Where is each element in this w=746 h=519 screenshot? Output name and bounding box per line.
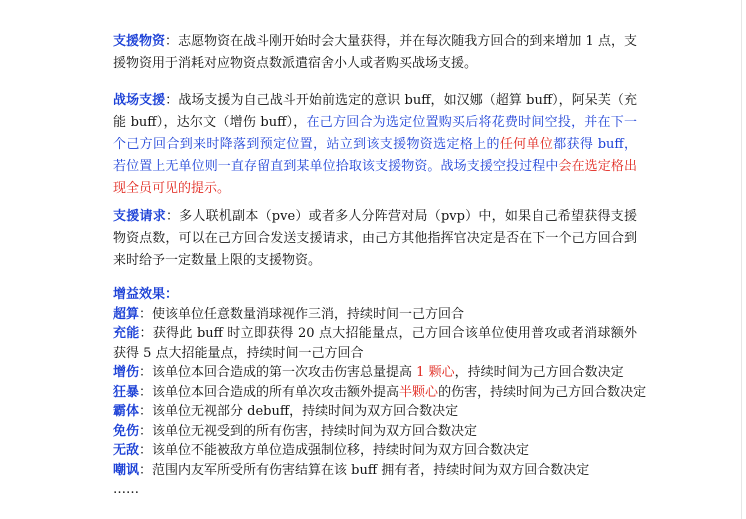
battle-support-process-text: 战场支援空投过程中 (440, 159, 559, 174)
buff-item-charge: 充能：获得此 buff 时立即获得 20 点大招能量点，己方回合该单位使用普攻或者消球额外获得 5 点大招能量点，持续时间一己方回合 (113, 326, 637, 361)
paragraph-support-supplies (113, 31, 637, 75)
buff-item-taunt: 嘲讽：范围内友军所受所有伤害结算在该 buff 拥有者，持续时间为双方回合数决定 (113, 462, 590, 478)
paragraph-support-request (113, 206, 637, 272)
buff-effects-section (113, 285, 647, 500)
battle-support-label: 战场支援 (113, 93, 166, 108)
buff-item-superarmor: 霸体：该单位无视部分 debuff，持续时间为双方回合数决定 (113, 404, 459, 419)
support-supplies-text: 志愿物资在战斗刚开始时会大量获得，并在每次随我方回合的到来增加 1 点，支援物资用于消耗对应物资点数派遣宿舍小人或者购买战场支援。 (113, 34, 637, 71)
battle-support-hint-text: 会在选定格出现全员可见的提示。 (113, 159, 637, 196)
support-request-text: 多人联机副本（pve）或者多人分阵营对局（pvp）中，如果自己希望获得支援物资点数，可以在己方回合发送支援请求，由己方其他指挥官决定是否在下一个己方回合到来时给予一定数量上限的支援物资。 (113, 209, 637, 268)
paragraph-battle-support (113, 90, 637, 200)
support-supplies-label: 支援物资 (113, 34, 166, 49)
page-edge-divider (741, 0, 742, 519)
battle-support-airdrop-text: 在己方回合为选定位置购买后将花费时间空投，并在下一个己方回合到来时降落到预定位置，站立到该支援物资选定格上的 (113, 115, 637, 152)
buff-effects-title: 增益效果： (113, 287, 179, 302)
buff-item-supercompute: 超算：使该单位任意数量消球视作三消，持续时间一己方回合 (113, 306, 465, 322)
buff-item-berserk: 狂暴：该单位本回合造成的所有单次攻击额外提高半颗心的伤害，持续时间为己方回合数决定 (113, 384, 647, 400)
battle-support-any-unit: 任何单位 (499, 137, 554, 152)
buff-item-invincible: 无敌：该单位不能被敌方单位造成强制位移，持续时间为双方回合数决定 (113, 443, 530, 458)
ellipsis: …… (113, 482, 139, 497)
support-request-label: 支援请求 (113, 209, 166, 224)
buff-item-damage-immune: 免伤：该单位无视受到的所有伤害，持续时间为双方回合数决定 (113, 423, 478, 439)
battle-support-sep: ： (165, 93, 179, 108)
support-supplies-sep: ： (165, 34, 179, 49)
buff-item-damage-up: 增伤：该单位本回合造成的第一次攻击伤害总量提高 1 颗心，持续时间为己方回合数决定 (113, 365, 624, 380)
support-request-sep: ： (165, 209, 180, 224)
battle-support-buff-text: 都获得 buff，若位置上无单位则一直存留直到某单位拾取该支援物资。 (113, 137, 637, 174)
battle-support-text: 战场支援为自己战斗开始前选定的意识 buff，如汉娜（超算 buff），阿呆芙（充能 buff），达尔文（增伤 buff）， (113, 93, 637, 130)
